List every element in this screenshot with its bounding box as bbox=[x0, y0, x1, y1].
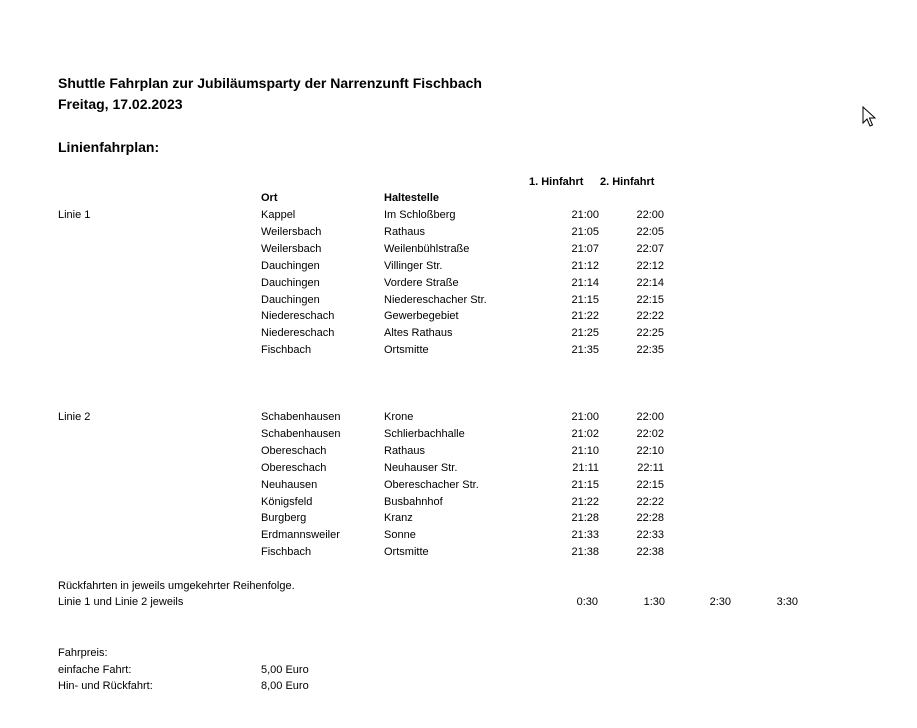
return-note: Rückfahrten in jeweils umgekehrter Reihenfolge. bbox=[58, 580, 295, 592]
return-label: Linie 1 und Linie 2 jeweils bbox=[58, 596, 184, 608]
section-heading: Linienfahrplan: bbox=[58, 139, 160, 155]
stop-ort: Weilersbach bbox=[261, 243, 322, 255]
line-label: Linie 2 bbox=[58, 411, 91, 423]
stop-time-1: 21:00 bbox=[571, 411, 599, 423]
mouse-pointer-icon bbox=[862, 106, 876, 128]
stop-time-2: 22:10 bbox=[636, 445, 664, 457]
stop-time-1: 21:07 bbox=[571, 243, 599, 255]
stop-time-2: 22:28 bbox=[636, 512, 664, 524]
column-header-ort: Ort bbox=[261, 192, 278, 204]
stop-haltestelle: Sonne bbox=[384, 529, 416, 541]
stop-haltestelle: Kranz bbox=[384, 512, 413, 524]
stop-ort: Fischbach bbox=[261, 546, 312, 558]
stop-time-1: 21:11 bbox=[572, 462, 599, 474]
stop-time-1: 21:00 bbox=[571, 209, 599, 221]
stop-haltestelle: Krone bbox=[384, 411, 414, 423]
stop-haltestelle: Altes Rathaus bbox=[384, 327, 453, 339]
line-label: Linie 1 bbox=[58, 209, 91, 221]
stop-time-1: 21:22 bbox=[571, 310, 599, 322]
stop-haltestelle: Im Schloßberg bbox=[384, 209, 456, 221]
stop-haltestelle: Schlierbachhalle bbox=[384, 428, 465, 440]
price-heading: Fahrpreis: bbox=[58, 647, 108, 659]
stop-ort: Königsfeld bbox=[261, 496, 313, 508]
stop-time-1: 21:33 bbox=[571, 529, 599, 541]
stop-haltestelle: Ortsmitte bbox=[384, 344, 429, 356]
column-header-hinfahrt-1: 1. Hinfahrt bbox=[529, 176, 584, 188]
return-time: 3:30 bbox=[776, 596, 798, 608]
stop-haltestelle: Neuhauser Str. bbox=[384, 462, 458, 474]
event-date: Freitag, 17.02.2023 bbox=[58, 96, 183, 112]
stop-time-2: 22:22 bbox=[636, 496, 664, 508]
stop-ort: Burgberg bbox=[261, 512, 307, 524]
stop-time-1: 21:02 bbox=[571, 428, 599, 440]
stop-haltestelle: Ortsmitte bbox=[384, 546, 429, 558]
column-header-hinfahrt-2: 2. Hinfahrt bbox=[600, 176, 655, 188]
stop-ort: Dauchingen bbox=[261, 260, 320, 272]
stop-time-2: 22:38 bbox=[636, 546, 664, 558]
price-single-label: einfache Fahrt: bbox=[58, 664, 132, 676]
stop-time-2: 22:11 bbox=[637, 462, 664, 474]
stop-ort: Schabenhausen bbox=[261, 411, 341, 423]
stop-time-2: 22:25 bbox=[636, 327, 664, 339]
return-time: 0:30 bbox=[576, 596, 598, 608]
stop-haltestelle: Gewerbegebiet bbox=[384, 310, 459, 322]
stop-time-2: 22:00 bbox=[636, 209, 664, 221]
stop-time-2: 22:05 bbox=[636, 226, 664, 238]
stop-ort: Schabenhausen bbox=[261, 428, 341, 440]
stop-ort: Niedereschach bbox=[261, 327, 335, 339]
document-title: Shuttle Fahrplan zur Jubiläumsparty der Narrenzunft Fischbach bbox=[58, 75, 482, 91]
stop-time-1: 21:15 bbox=[571, 479, 599, 491]
stop-haltestelle: Weilenbühlstraße bbox=[384, 243, 470, 255]
stop-time-1: 21:22 bbox=[571, 496, 599, 508]
stop-haltestelle: Busbahnhof bbox=[384, 496, 443, 508]
stop-haltestelle: Obereschacher Str. bbox=[384, 479, 479, 491]
stop-time-2: 22:22 bbox=[636, 310, 664, 322]
stop-time-1: 21:14 bbox=[571, 277, 599, 289]
stop-time-2: 22:14 bbox=[636, 277, 664, 289]
column-header-haltestelle: Haltestelle bbox=[384, 192, 440, 204]
stop-time-1: 21:28 bbox=[571, 512, 599, 524]
stop-time-1: 21:05 bbox=[571, 226, 599, 238]
stop-ort: Dauchingen bbox=[261, 294, 320, 306]
stop-ort: Obereschach bbox=[261, 445, 327, 457]
stop-time-2: 22:15 bbox=[636, 294, 664, 306]
stop-time-2: 22:15 bbox=[636, 479, 664, 491]
price-return-label: Hin- und Rückfahrt: bbox=[58, 680, 153, 692]
price-single-value: 5,00 Euro bbox=[261, 664, 309, 676]
stop-time-2: 22:35 bbox=[636, 344, 664, 356]
return-time: 1:30 bbox=[643, 596, 665, 608]
stop-time-1: 21:12 bbox=[571, 260, 599, 272]
stop-time-2: 22:02 bbox=[636, 428, 664, 440]
stop-time-1: 21:25 bbox=[571, 327, 599, 339]
stop-time-2: 22:07 bbox=[636, 243, 664, 255]
stop-haltestelle: Rathaus bbox=[384, 445, 425, 457]
stop-ort: Erdmannsweiler bbox=[261, 529, 340, 541]
stop-ort: Fischbach bbox=[261, 344, 312, 356]
stop-time-1: 21:35 bbox=[571, 344, 599, 356]
stop-ort: Weilersbach bbox=[261, 226, 322, 238]
stop-ort: Niedereschach bbox=[261, 310, 335, 322]
return-time: 2:30 bbox=[709, 596, 731, 608]
price-return-value: 8,00 Euro bbox=[261, 680, 309, 692]
stop-time-2: 22:33 bbox=[636, 529, 664, 541]
stop-ort: Obereschach bbox=[261, 462, 327, 474]
stop-haltestelle: Niedereschacher Str. bbox=[384, 294, 487, 306]
stop-time-2: 22:12 bbox=[636, 260, 664, 272]
stop-haltestelle: Villinger Str. bbox=[384, 260, 443, 272]
stop-time-1: 21:38 bbox=[571, 546, 599, 558]
stop-ort: Neuhausen bbox=[261, 479, 318, 491]
stop-time-2: 22:00 bbox=[636, 411, 664, 423]
stop-haltestelle: Vordere Straße bbox=[384, 277, 459, 289]
stop-time-1: 21:15 bbox=[571, 294, 599, 306]
stop-time-1: 21:10 bbox=[571, 445, 599, 457]
stop-ort: Kappel bbox=[261, 209, 296, 221]
stop-haltestelle: Rathaus bbox=[384, 226, 425, 238]
stop-ort: Dauchingen bbox=[261, 277, 320, 289]
